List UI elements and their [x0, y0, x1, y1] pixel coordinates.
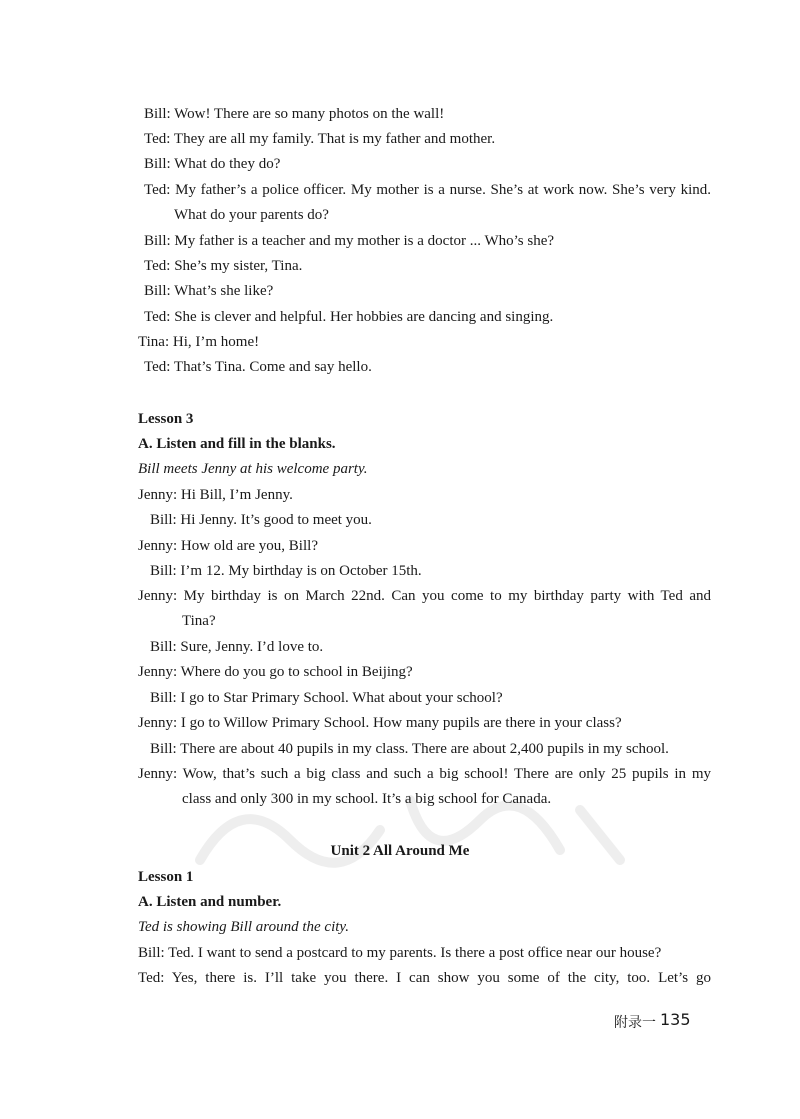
dialogue-line: Bill: Ted. I want to send a postcard to my parents. Is there a post office near our house? — [138, 945, 662, 961]
lesson-heading: Lesson 3 — [138, 411, 194, 427]
dialogue-line: Ted: She’s my sister, Tina. — [144, 258, 303, 274]
appendix-label: 附录一 — [614, 1015, 656, 1031]
scene-description: Ted is showing Bill around the city. — [138, 919, 349, 935]
page-number: 135 — [660, 1010, 691, 1029]
watermark-graphic — [180, 770, 640, 890]
page-footer — [0, 1012, 800, 1032]
scene-description: Bill meets Jenny at his welcome party. — [138, 461, 368, 477]
task-heading: A. Listen and number. — [138, 894, 282, 910]
dialogue-line: Bill: Sure, Jenny. I’d love to. — [150, 639, 324, 655]
dialogue-line: Bill: I go to Star Primary School. What about your school? — [150, 690, 503, 706]
dialogue-line: Ted: My father’s a police officer. My mother is a nurse. She’s at work now. She’s very kind. — [144, 182, 711, 198]
lesson-heading: Lesson 1 — [138, 869, 194, 885]
dialogue-line-continuation: Tina? — [182, 613, 216, 629]
dialogue-line: Ted: Yes, there is. I’ll take you there. I can show you some of the city, too. Let’s go — [138, 970, 711, 986]
dialogue-line: Bill: I’m 12. My birthday is on October 15th. — [150, 563, 422, 579]
dialogue-line: Ted: That’s Tina. Come and say hello. — [144, 359, 372, 375]
dialogue-line: Bill: Wow! There are so many photos on the wall! — [144, 106, 445, 122]
task-heading: A. Listen and fill in the blanks. — [138, 436, 336, 452]
dialogue-line: Bill: My father is a teacher and my mother is a doctor ... Who’s she? — [144, 233, 555, 249]
dialogue-line: Tina: Hi, I’m home! — [138, 334, 260, 350]
dialogue-line: Bill: What do they do? — [144, 156, 281, 172]
dialogue-line: Ted: She is clever and helpful. Her hobbies are dancing and singing. — [144, 309, 554, 325]
dialogue-line-continuation: What do your parents do? — [174, 207, 329, 223]
dialogue-line: Jenny: How old are you, Bill? — [138, 538, 318, 554]
dialogue-line: Jenny: My birthday is on March 22nd. Can you come to my birthday party with Ted and — [138, 588, 711, 604]
unit-title: Unit 2 All Around Me — [330, 843, 470, 859]
dialogue-line: Bill: Hi Jenny. It’s good to meet you. — [150, 512, 372, 528]
dialogue-line: Jenny: Wow, that’s such a big class and such a big school! There are only 25 pupils in my — [138, 766, 711, 782]
dialogue-line-continuation: class and only 300 in my school. It’s a big school for Canada. — [182, 791, 552, 807]
dialogue-line: Ted: They are all my family. That is my father and mother. — [144, 131, 496, 147]
dialogue-line: Jenny: I go to Willow Primary School. How many pupils are there in your class? — [138, 715, 622, 731]
dialogue-line: Jenny: Where do you go to school in Beijing? — [138, 664, 413, 680]
dialogue-line: Bill: There are about 40 pupils in my class. There are about 2,400 pupils in my school. — [150, 741, 669, 757]
dialogue-line: Bill: What’s she like? — [144, 283, 274, 299]
dialogue-line: Jenny: Hi Bill, I’m Jenny. — [138, 487, 293, 503]
